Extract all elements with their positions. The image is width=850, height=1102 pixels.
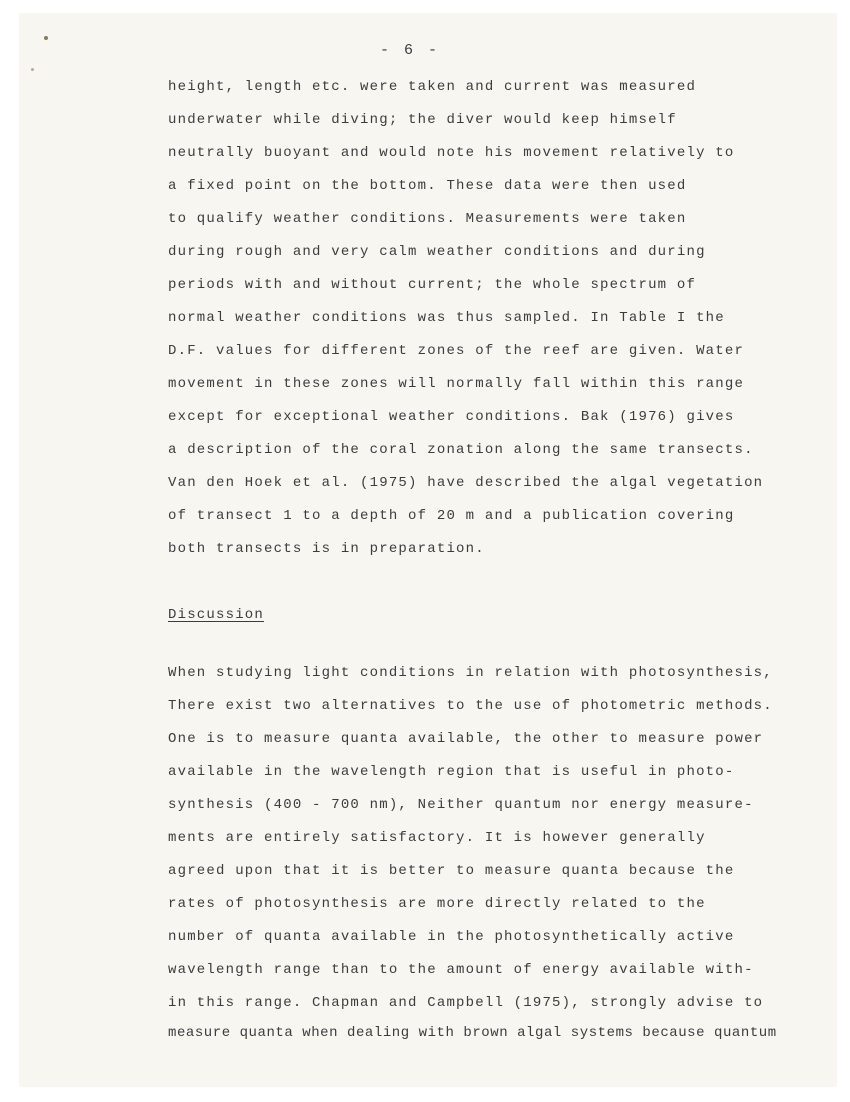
paragraph-line: height, length etc. were taken and current was measured [168, 79, 697, 95]
paragraph-line: of transect 1 to a depth of 20 m and a publication covering [168, 508, 735, 524]
paragraph-line: in this range. Chapman and Campbell (1975), strongly advise to [168, 995, 764, 1011]
paragraph-line: movement in these zones will normally fall within this range [168, 376, 745, 392]
paragraph-line: during rough and very calm weather conditions and during [168, 244, 706, 260]
paragraph-line: wavelength range than to the amount of energy available with- [168, 962, 754, 978]
page-number: - 6 - [379, 42, 440, 59]
paragraph-line: synthesis (400 - 700 nm), Neither quantum nor energy measure- [168, 797, 754, 813]
paragraph-line: measure quanta when dealing with brown algal systems because quantum [168, 1025, 777, 1041]
paragraph-line: D.F. values for different zones of the reef are given. Water [168, 343, 745, 359]
paragraph-line: number of quanta available in the photosynthetically active [168, 929, 735, 945]
paragraph-line: periods with and without current; the whole spectrum of [168, 277, 697, 293]
paragraph-line: except for exceptional weather conditions. Bak (1976) gives [168, 409, 735, 425]
section-heading: Discussion [168, 607, 265, 623]
paragraph-line: available in the wavelength region that is useful in photo- [168, 764, 735, 780]
paragraph-line: There exist two alternatives to the use of photometric methods. [168, 698, 773, 714]
paragraph-line: One is to measure quanta available, the other to measure power [168, 731, 764, 747]
paper-speck [31, 68, 34, 71]
paragraph-line: When studying light conditions in relation with photosynthesis, [168, 665, 773, 681]
paragraph-line: agreed upon that it is better to measure quanta because the [168, 863, 735, 879]
paragraph-line: rates of photosynthesis are more directly related to the [168, 896, 706, 912]
paragraph-line: Van den Hoek et al. (1975) have described the algal vegetation [168, 475, 764, 491]
paragraph-line: ments are entirely satisfactory. It is however generally [168, 830, 706, 846]
paragraph-line: both transects is in preparation. [168, 541, 485, 557]
paragraph-line: normal weather conditions was thus sampled. In Table I the [168, 310, 725, 326]
paragraph-line: a description of the coral zonation along the same transects. [168, 442, 754, 458]
paper-speck [44, 36, 48, 40]
paragraph-line: a fixed point on the bottom. These data were then used [168, 178, 687, 194]
paragraph-line: underwater while diving; the diver would keep himself [168, 112, 677, 128]
paragraph-line: neutrally buoyant and would note his movement relatively to [168, 145, 735, 161]
paragraph-line: to qualify weather conditions. Measurements were taken [168, 211, 687, 227]
